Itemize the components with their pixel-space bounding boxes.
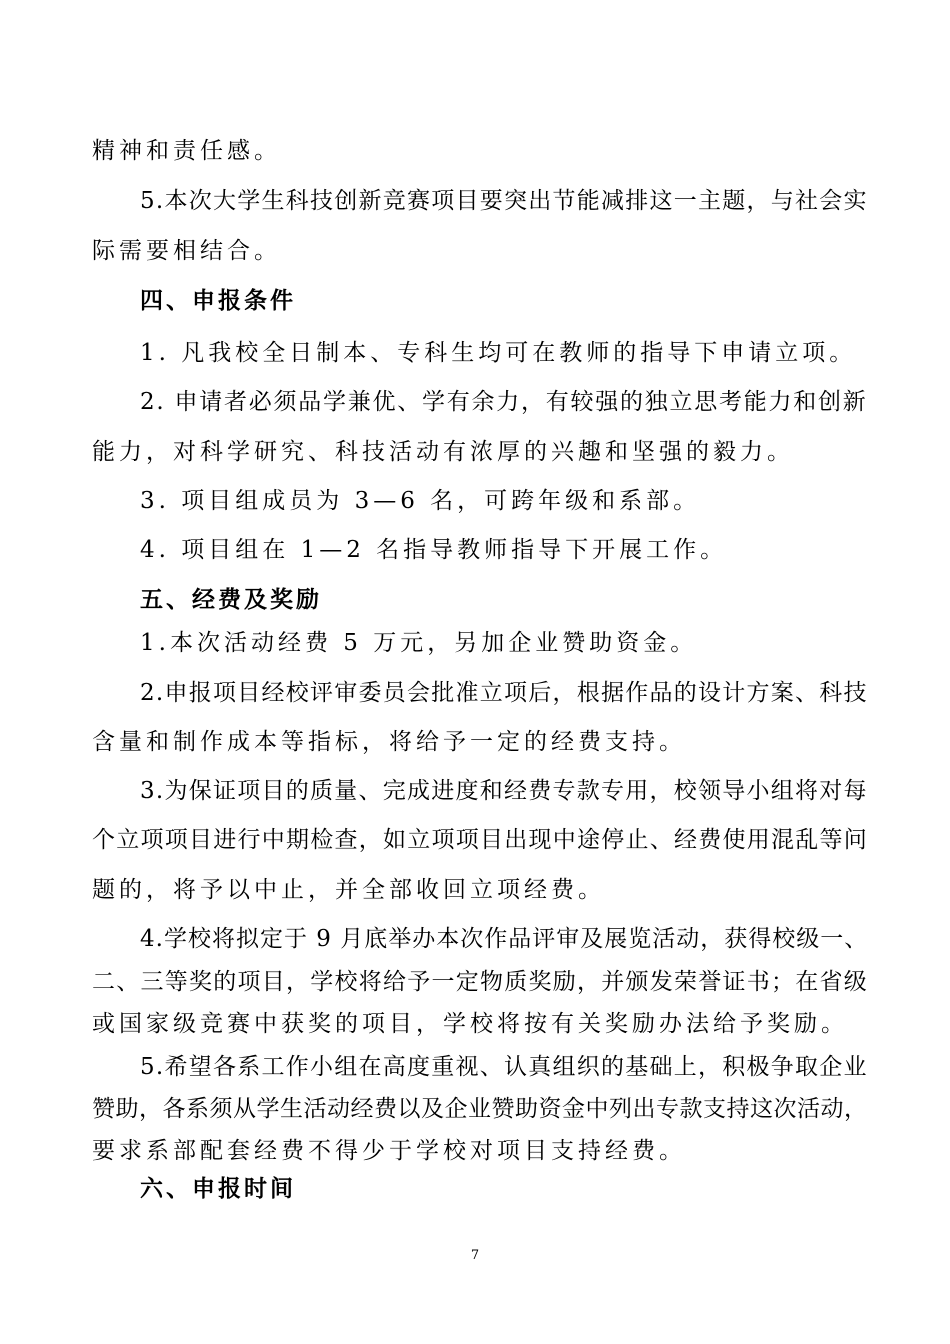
paragraph-line: 5.本次大学生科技创新竞赛项目要突出节能减排这一主题，与社会实 [140, 188, 868, 214]
paragraph-line: 个立项项目进行中期检查，如立项项目出现中途停止、经费使用混乱等问 [92, 827, 868, 853]
paragraph-line: 二、三等奖的项目，学校将给予一定物质奖励，并颁发荣誉证书；在省级 [92, 969, 868, 995]
paragraph-line: 2.申报项目经校评审委员会批准立项后，根据作品的设计方案、科技 [140, 680, 868, 706]
section-heading: 五、经费及奖励 [140, 587, 322, 613]
paragraph-line: 含量和制作成本等指标，将给予一定的经费支持。 [92, 729, 686, 755]
paragraph-line: 精神和责任感。 [92, 138, 281, 164]
paragraph-line: 能力，对科学研究、科技活动有浓厚的兴趣和坚强的毅力。 [92, 439, 794, 465]
paragraph-line: 4. 项目组在 1—2 名指导教师指导下开展工作。 [140, 537, 728, 563]
paragraph-line: 4.学校将拟定于 9 月底举办本次作品评审及展览活动，获得校级一、 [140, 926, 869, 952]
paragraph-line: 要求系部配套经费不得少于学校对项目支持经费。 [92, 1138, 686, 1164]
paragraph-line: 赞助，各系须从学生活动经费以及企业赞助资金中列出专款支持这次活动， [92, 1096, 868, 1122]
paragraph-line: 1.本次活动经费 5 万元，另加企业赞助资金。 [140, 630, 698, 656]
page-number: 7 [470, 1248, 480, 1263]
paragraph-line: 或国家级竞赛中获奖的项目，学校将按有关奖励办法给予奖励。 [92, 1011, 848, 1037]
paragraph-line: 2. 申请者必须品学兼优、学有余力，有较强的独立思考能力和创新 [140, 389, 868, 415]
paragraph-line: 1. 凡我校全日制本、专科生均可在教师的指导下申请立项。 [140, 340, 857, 366]
section-heading: 四、申报条件 [140, 288, 296, 314]
paragraph-line: 题的，将予以中止，并全部收回立项经费。 [92, 877, 605, 903]
paragraph-line: 际需要相结合。 [92, 238, 281, 264]
section-heading: 六、申报时间 [140, 1176, 296, 1202]
paragraph-line: 5.希望各系工作小组在高度重视、认真组织的基础上，积极争取企业 [140, 1054, 868, 1080]
paragraph-line: 3.为保证项目的质量、完成进度和经费专款专用，校领导小组将对每 [140, 778, 868, 804]
paragraph-line: 3. 项目组成员为 3—6 名，可跨年级和系部。 [140, 488, 701, 514]
